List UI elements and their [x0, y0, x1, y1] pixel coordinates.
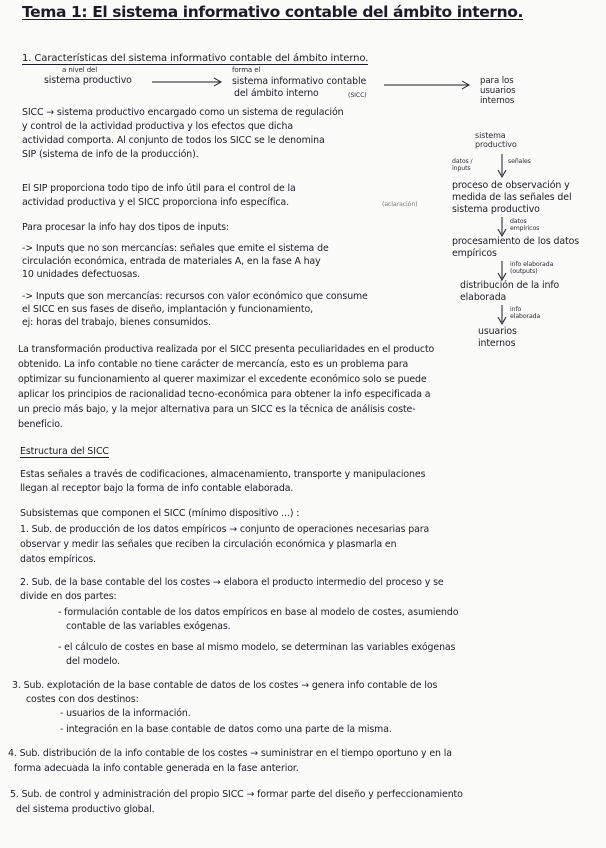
- arrow-down-icon: [497, 304, 507, 326]
- flow-note-info: info elaborada: [510, 306, 541, 320]
- section-heading-characteristics: 1. Características del sistema informativo contable del ámbito interno.: [22, 53, 369, 64]
- arrow-down-icon: [497, 216, 507, 238]
- text-line: - usuarios de la información.: [60, 708, 191, 719]
- diagram-mid-tag: (SICC): [348, 92, 367, 99]
- arrow-right-icon: [382, 80, 474, 90]
- diagram-mid-line1: sistema informativo contable: [232, 76, 367, 87]
- diagram-left-node: sistema productivo: [44, 75, 132, 86]
- text-line: SICC → sistema productivo encargado como un sistema de regulación: [22, 107, 344, 118]
- flow-side-signals: señales: [508, 158, 531, 165]
- arrow-right-icon: [150, 77, 225, 87]
- diagram-right-node: para los usuarios internos: [480, 76, 516, 106]
- text-line: datos empíricos.: [20, 554, 97, 565]
- flow-node-distribution: distribución de la info elaborada: [460, 280, 560, 303]
- text-line: y control de la actividad productiva y los efectos que dicha: [22, 121, 293, 132]
- text-line: costes con dos destinos:: [26, 694, 139, 705]
- text-line: 4. Sub. distribución de la info contable de los costes → suministrar en el tiempo oportuno y en la: [8, 748, 452, 759]
- text-line: del modelo.: [66, 656, 120, 667]
- text-line: SIP (sistema de info de la producción).: [22, 149, 199, 160]
- text-line: 10 unidades defectuosas.: [22, 269, 141, 280]
- text-line: Estas señales a través de codificaciones, almacenamiento, transporte y manipulaciones: [20, 469, 426, 480]
- text-line: - el cálculo de costes en base al mismo modelo, se determinan las variables exógenas: [58, 642, 456, 653]
- text-line: el SICC en sus fases de diseño, implantación y funcionamiento,: [22, 304, 313, 315]
- text-line: actividad comporta. Al conjunto de todos los SICC se le denomina: [22, 135, 325, 146]
- text-line: -> Inputs que son mercancías: recursos con valor económico que consume: [22, 291, 368, 302]
- arrow-down-icon: [497, 260, 507, 282]
- text-line: forma adecuada la info contable generada en la fase anterior.: [14, 763, 299, 774]
- page-title: Tema 1: El sistema informativo contable del ámbito interno.: [22, 3, 524, 21]
- text-line: aplicar los principios de racionalidad tecno-económica para obtener la info especificada a: [18, 389, 431, 400]
- text-line: - integración en la base contable de datos como una parte de la misma.: [60, 724, 392, 735]
- text-line: obtenido. La info contable no tiene carácter de mercancía, esto es un problema para: [18, 359, 409, 370]
- text-line: -> Inputs que no son mercancías: señales que emite el sistema de: [22, 243, 329, 254]
- text-line: circulación económica, entrada de materiales A, en la fase A hay: [22, 256, 321, 267]
- text-line: del sistema productivo global.: [16, 804, 155, 815]
- arrow-down-icon: [497, 153, 507, 179]
- diagram-left-small: a nivel del: [62, 66, 98, 74]
- margin-note: (aclaración): [382, 201, 418, 208]
- text-line: divide en dos partes:: [20, 591, 117, 602]
- text-line: actividad productiva y el SICC proporciona info específica.: [22, 197, 289, 208]
- flow-note-elaborated: info elaborada (outputs): [510, 261, 554, 275]
- text-line: La transformación productiva realizada por el SICC presenta peculiaridades en el producto: [18, 344, 435, 355]
- text-line: observar y medir las señales que reciben la circulación económica y plasmarla en: [20, 539, 397, 550]
- text-line: optimizar su funcionamiento al querer maximizar el excedente económico solo se puede: [18, 374, 427, 385]
- flow-note-empirical: datos empíricos: [510, 218, 540, 232]
- text-line: ej: horas del trabajo, bienes consumidos.: [22, 317, 211, 328]
- text-line: El SIP proporciona todo tipo de info útil para el control de la: [22, 183, 296, 194]
- diagram-mid-line2: del ámbito interno: [234, 88, 319, 99]
- flow-node-users: usuarios internos: [478, 326, 517, 349]
- text-line: - formulación contable de los datos empíricos en base al modelo de costes, asumiendo: [58, 607, 459, 618]
- flow-node-system: sistema productivo: [475, 131, 517, 149]
- text-line: un precio más bajo, y la mejor alternativa para un SICC es la técnica de análisis coste-: [18, 404, 416, 415]
- flow-side-inputs: datos / inputs: [452, 158, 473, 172]
- flow-node-observation: proceso de observación y medida de las señales del sistema productivo: [452, 180, 572, 215]
- text-line: 3. Sub. explotación de la base contable de datos de los costes → genera info contable de los: [12, 680, 438, 691]
- section-heading-structure: Estructura del SICC: [20, 446, 109, 457]
- text-line: 1. Sub. de producción de los datos empíricos → conjunto de operaciones necesarias para: [20, 524, 430, 535]
- text-line: contable de las variables exógenas.: [66, 621, 231, 632]
- flow-node-processing: procesamiento de los datos empíricos: [452, 236, 580, 259]
- text-line: 5. Sub. de control y administración del propio SICC → formar parte del diseño y perfeccionamiento: [10, 789, 463, 800]
- inputs-intro: Para procesar la info hay dos tipos de inputs:: [22, 222, 230, 233]
- text-line: llegan al receptor bajo la forma de info contable elaborada.: [20, 483, 294, 494]
- text-line: 2. Sub. de la base contable del los costes → elabora el producto intermedio del proceso y se: [20, 577, 444, 588]
- subsystems-intro: Subsistemas que componen el SICC (mínimo dispositivo ...) :: [20, 508, 300, 519]
- diagram-mid-small: forma el: [232, 66, 261, 74]
- text-line: beneficio.: [18, 419, 63, 430]
